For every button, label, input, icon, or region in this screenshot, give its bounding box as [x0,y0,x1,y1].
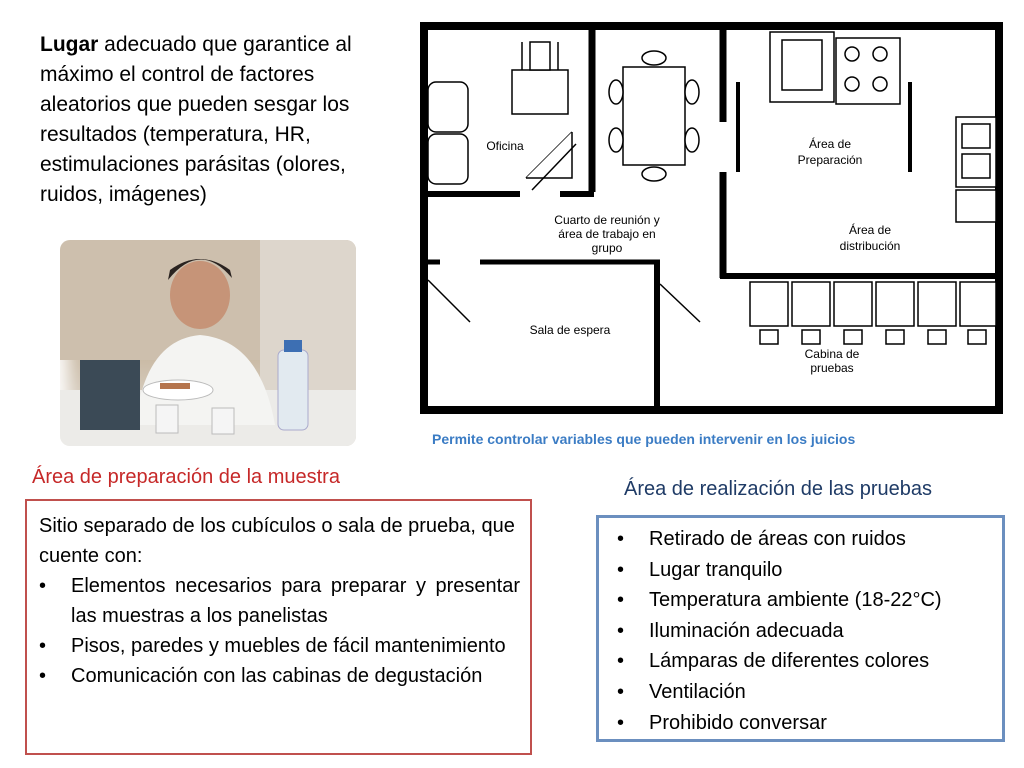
panelist-photo [60,240,356,446]
room-label-distribucion-1: Área de [848,223,892,237]
preparation-area-box [25,499,532,755]
list-item: • Retirado de áreas con ruidos [617,524,992,555]
room-label-oficina: Oficina [486,139,524,153]
list-item: • Prohibido conversar [617,708,992,739]
preparation-area-heading: Área de preparación de la muestra [32,466,340,488]
floor-plan [420,22,1003,414]
list-item: • Temperatura ambiente (18-22°C) [617,585,992,616]
room-label-distribucion-2: distribución [839,239,901,253]
preparation-area-intro: Sitio separado de los cubículos o sala de prueba, que cuente con: [39,515,515,567]
panelist-illustration [60,240,356,446]
intro-bold: Lugar [40,33,99,56]
room-label-cabina-2: pruebas [810,361,854,375]
preparation-area-list [39,571,520,691]
room-label-cabina-1: Cabina de [804,347,860,361]
list-item: • Ventilación [617,677,992,708]
room-label-reunion-1: Cuarto de reunión y [554,213,660,227]
testing-area-box [596,515,1005,742]
list-item: • Lámparas de diferentes colores [617,646,992,677]
room-label-preparacion-1: Área de [808,137,852,151]
room-label-espera: Sala de espera [529,323,611,337]
list-item: • Comunicación con las cabinas de degustación [39,661,520,691]
floor-plan-caption: Permite controlar variables que pueden intervenir en los juicios [432,431,856,447]
list-item: • Lugar tranquilo [617,555,992,586]
room-label-preparacion-2: Preparación [797,153,863,167]
room-label-reunion-3: grupo [591,241,623,255]
intro-paragraph [40,30,385,210]
list-item: • Pisos, paredes y muebles de fácil mantenimiento [39,631,520,661]
testing-area-list [617,524,992,738]
list-item: • Elementos necesarios para preparar y presentar las muestras a los panelistas [39,571,520,631]
room-label-reunion-2: área de trabajo en [558,227,656,241]
list-item: • Iluminación adecuada [617,616,992,647]
intro-text: adecuado que garantice al máximo el control de factores aleatorios que pueden sesgar los resultados (temperatura, HR, estimulaciones parásitas (olores, ruidos, imágenes) [40,33,352,206]
testing-area-heading: Área de realización de las pruebas [624,478,932,500]
